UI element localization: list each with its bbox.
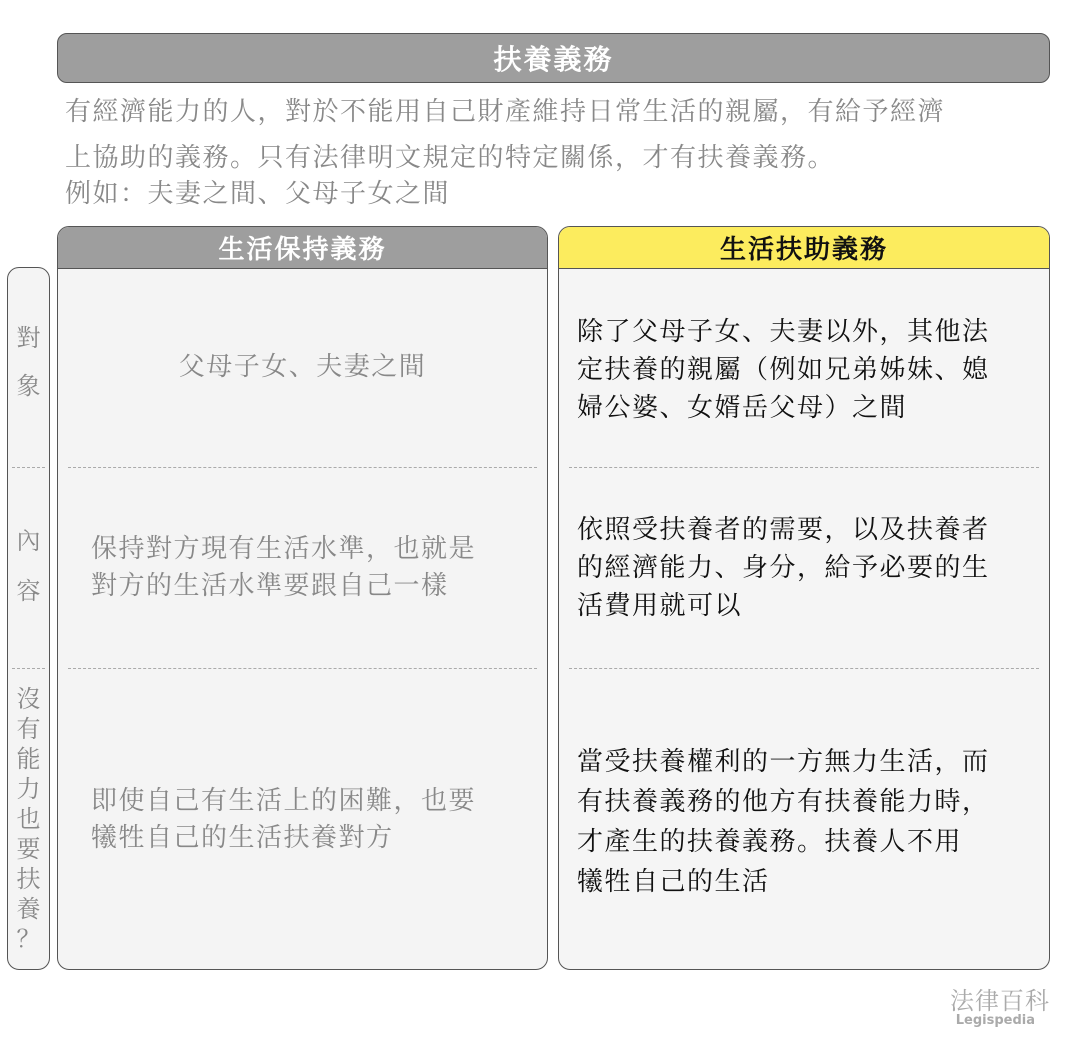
- column-header: 生活扶助義務: [559, 227, 1049, 269]
- cell-line: 犧牲自己的生活: [577, 867, 770, 897]
- cell-line: 即使自己有生活上的困難，也要: [91, 786, 477, 816]
- page-title: 扶養義務: [57, 33, 1050, 83]
- logo-subtext: Legispedia: [955, 1013, 1035, 1028]
- row-label-char: 象: [16, 372, 41, 400]
- cell-line: 有扶養義務的他方有扶養能力時，: [577, 787, 990, 817]
- cell-obligation: [91, 783, 476, 857]
- row-label-char: 內: [16, 527, 41, 555]
- cell-line: 父母子女、夫妻之間: [178, 352, 427, 382]
- intro-line-1: 有經濟能力的人，對於不能用自己財產維持日常生活的親屬，有給予經濟: [65, 97, 946, 127]
- cell-line: 當受扶養權利的一方無力生活，而: [577, 747, 990, 777]
- row-divider: [12, 467, 45, 468]
- row-divider: [12, 668, 45, 669]
- logo-text: 法律百科: [950, 987, 1050, 1015]
- cell-line: 的經濟能力、身分，給予必要的生: [577, 553, 990, 583]
- row-label-1: [8, 318, 49, 401]
- row-label-char: ？: [16, 925, 41, 953]
- row-label-char: 對: [16, 324, 41, 352]
- column-header: 生活保持義務: [58, 227, 547, 269]
- cell-line: 才產生的扶養義務。扶養人不用: [577, 827, 963, 857]
- cell-line: 保持對方現有生活水準，也就是: [91, 534, 477, 564]
- row-divider: [68, 467, 537, 468]
- cell-content: [91, 531, 476, 605]
- row-label-char: 有: [16, 715, 41, 743]
- maintenance-column: [57, 226, 548, 970]
- cell-line: 婦公婆、女婿岳父母）之間: [577, 393, 908, 423]
- row-label-column: [7, 267, 50, 970]
- cell-content: [577, 511, 990, 625]
- row-label-char: 能: [16, 745, 41, 773]
- row-label-char: 扶: [16, 865, 41, 893]
- row-label-char: 養: [16, 895, 41, 923]
- cell-target: [58, 349, 547, 386]
- row-divider: [569, 467, 1039, 468]
- cell-line: 除了父母子女、夫妻以外，其他法: [577, 317, 990, 347]
- row-label-char: 要: [16, 835, 41, 863]
- cell-line: 對方的生活水準要跟自己一樣: [91, 571, 449, 601]
- row-label-char: 也: [16, 805, 41, 833]
- intro-line-3: 例如：夫妻之間、父母子女之間: [65, 179, 451, 209]
- cell-line: 定扶養的親屬（例如兄弟姊妹、媳: [577, 355, 990, 385]
- row-label-char: 沒: [16, 685, 41, 713]
- cell-target: [577, 313, 990, 427]
- cell-line: 依照受扶養者的需要，以及扶養者: [577, 515, 990, 545]
- assistance-column: [558, 226, 1050, 970]
- row-label-char: 容: [16, 577, 41, 605]
- row-divider: [68, 668, 537, 669]
- row-label-3: [8, 684, 49, 954]
- row-label-2: [8, 521, 49, 606]
- cell-obligation: [577, 742, 990, 902]
- cell-line: 活費用就可以: [577, 591, 743, 621]
- cell-line: 犧牲自己的生活扶養對方: [91, 823, 394, 853]
- row-label-char: 力: [16, 775, 41, 803]
- intro-line-2: 上協助的義務。只有法律明文規定的特定關係，才有扶養義務。: [65, 143, 836, 173]
- row-divider: [569, 668, 1039, 669]
